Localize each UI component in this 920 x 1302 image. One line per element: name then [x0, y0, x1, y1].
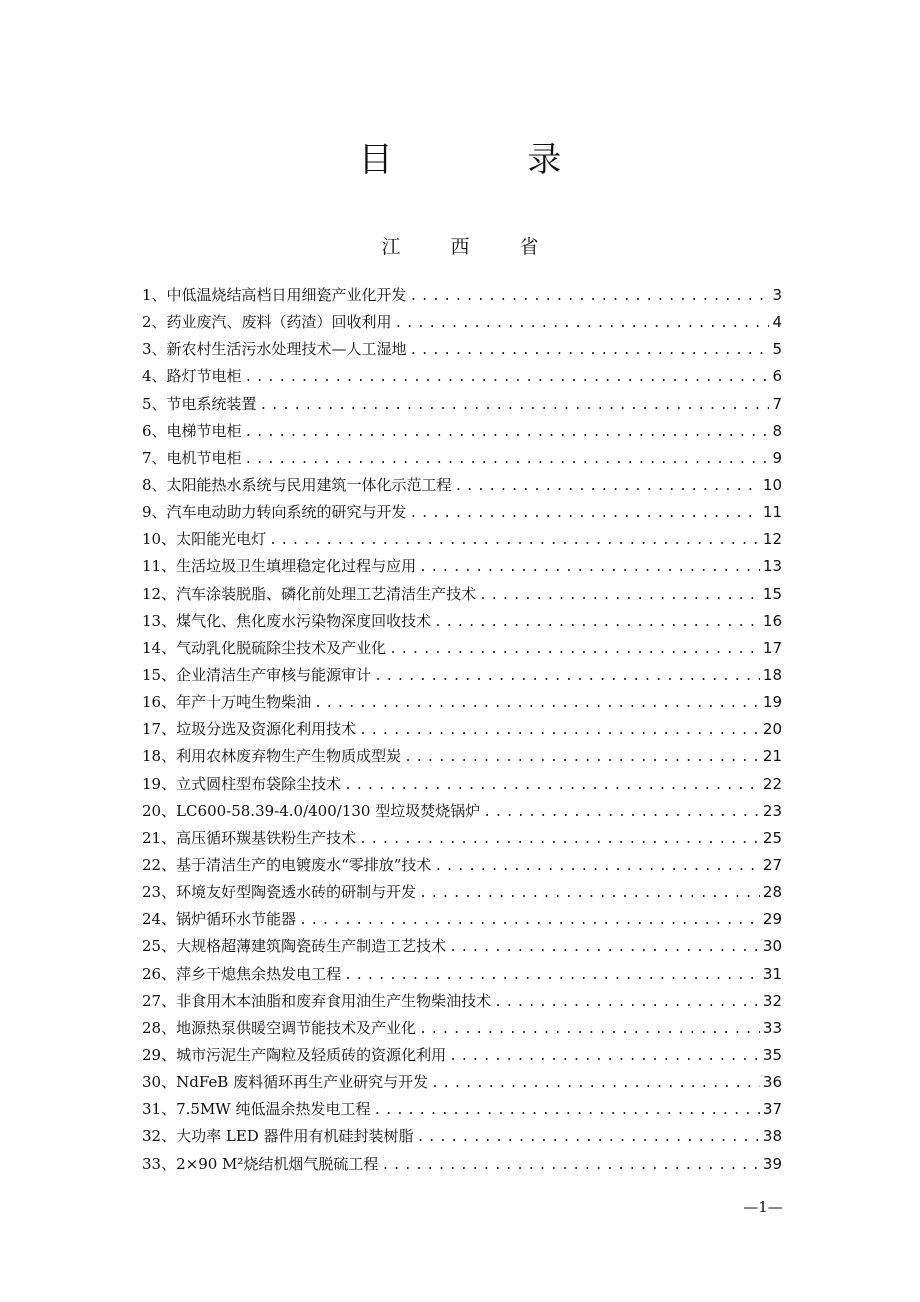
toc-entry-label: 33、2×90 M²烧结机烟气脱硫工程 — [142, 1154, 379, 1173]
toc-entry[interactable] — [142, 420, 782, 447]
toc-entry-label: 12、汽车涂装脱脂、磷化前处理工艺清洁生产技术 — [142, 584, 477, 603]
toc-dot-leader — [419, 560, 760, 575]
toc-entry-label: 27、非食用木本油脂和废弃食用油生产生物柴油技术 — [142, 991, 492, 1010]
toc-entry-page: 38 — [762, 1127, 782, 1146]
toc-entry-label: 23、环境友好型陶瓷透水砖的研制与开发 — [142, 883, 417, 902]
toc-entry-label: 13、煤气化、焦化废水污染物深度回收技术 — [142, 611, 432, 630]
toc-dot-leader — [245, 452, 770, 467]
toc-entry-page: 20 — [762, 720, 782, 739]
toc-entry-label: 22、基于清洁生产的电镀废水“零排放”技术 — [142, 855, 432, 874]
toc-entry-page: 6 — [772, 367, 782, 386]
toc-dot-leader — [359, 723, 760, 738]
toc-dot-leader — [245, 370, 770, 385]
toc-entry-label: 2、药业废汽、废料（药渣）回收利用 — [142, 313, 392, 332]
toc-entry-page: 30 — [762, 937, 782, 956]
table-of-contents — [142, 284, 782, 1180]
toc-entry[interactable] — [142, 393, 782, 420]
toc-dot-leader — [299, 913, 760, 928]
toc-dot-leader — [245, 425, 770, 440]
toc-entry[interactable] — [142, 555, 782, 582]
toc-entry-page: 16 — [762, 611, 782, 630]
toc-entry-page: 36 — [762, 1073, 782, 1092]
toc-dot-leader — [417, 1130, 760, 1145]
toc-dot-leader — [483, 805, 760, 820]
toc-entry[interactable] — [142, 908, 782, 935]
toc-entry[interactable] — [142, 284, 782, 311]
toc-entry-page: 13 — [762, 557, 782, 576]
toc-dot-leader — [431, 1076, 760, 1091]
toc-entry-label: 28、地源热泵供暖空调节能技术及产业化 — [142, 1018, 417, 1037]
toc-entry[interactable] — [142, 935, 782, 962]
toc-entry[interactable] — [142, 664, 782, 691]
toc-entry[interactable] — [142, 963, 782, 990]
toc-entry[interactable] — [142, 528, 782, 555]
toc-dot-leader — [395, 316, 770, 331]
toc-entry-page: 12 — [762, 530, 782, 549]
toc-entry-page: 23 — [762, 801, 782, 820]
toc-entry-page: 9 — [772, 448, 782, 467]
section-title: 江 西 省 — [381, 236, 561, 258]
toc-entry-page: 25 — [762, 828, 782, 847]
toc-dot-leader — [419, 1022, 760, 1037]
toc-entry[interactable] — [142, 447, 782, 474]
toc-entry-label: 7、电机节电柜 — [142, 448, 242, 467]
toc-entry-label: 1、中低温烧结高档日用细瓷产业化开发 — [142, 286, 407, 304]
toc-entry[interactable] — [142, 745, 782, 772]
toc-entry-label: 21、高压循环羰基铁粉生产技术 — [142, 828, 357, 847]
toc-entry-page: 18 — [762, 665, 782, 684]
toc-dot-leader — [359, 832, 760, 847]
toc-entry-label: 32、大功率 LED 器件用有机硅封装树脂 — [142, 1127, 414, 1146]
toc-entry[interactable] — [142, 365, 782, 392]
toc-dot-leader — [479, 588, 760, 603]
toc-dot-leader — [381, 1158, 759, 1173]
toc-entry-label: 6、电梯节电柜 — [142, 421, 242, 440]
toc-entry[interactable] — [142, 583, 782, 610]
toc-entry-label: 11、生活垃圾卫生填埋稳定化过程与应用 — [142, 557, 417, 576]
toc-dot-leader — [419, 886, 760, 901]
toc-entry-page: 3 — [772, 286, 782, 304]
toc-dot-leader — [494, 995, 760, 1010]
toc-entry-label: 20、LC600-58.39-4.0/400/130 型垃圾焚烧锅炉 — [142, 801, 481, 820]
toc-dot-leader — [434, 859, 759, 874]
toc-entry[interactable] — [142, 1098, 782, 1125]
page-title: 目 录 — [358, 140, 624, 180]
toc-entry-page: 22 — [762, 774, 782, 793]
toc-entry-page: 27 — [762, 855, 782, 874]
toc-entry-label: 31、7.5MW 纯低温余热发电工程 — [142, 1100, 371, 1119]
toc-entry[interactable] — [142, 854, 782, 881]
toc-dot-leader — [389, 642, 760, 657]
toc-entry-label: 19、立式圆柱型布袋除尘技术 — [142, 774, 342, 793]
toc-dot-leader — [410, 343, 770, 358]
toc-entry[interactable] — [142, 691, 782, 718]
toc-entry[interactable] — [142, 338, 782, 365]
toc-entry-label: 5、节电系统装置 — [142, 394, 257, 413]
toc-entry-label: 14、气动乳化脱硫除尘技术及产业化 — [142, 638, 387, 657]
toc-dot-leader — [455, 479, 760, 494]
toc-entry-label: 15、企业清洁生产审核与能源审计 — [142, 665, 372, 684]
toc-entry-label: 24、锅炉循环水节能器 — [142, 910, 297, 929]
toc-entry[interactable] — [142, 990, 782, 1017]
toc-entry-page: 32 — [762, 991, 782, 1010]
toc-entry-page: 33 — [762, 1018, 782, 1037]
toc-dot-leader — [434, 615, 760, 630]
toc-entry[interactable] — [142, 1044, 782, 1071]
toc-entry-page: 15 — [762, 584, 782, 603]
toc-dot-leader — [410, 506, 760, 521]
toc-entry-page: 29 — [762, 910, 782, 929]
toc-dot-leader — [449, 1049, 760, 1064]
toc-dot-leader — [404, 750, 760, 765]
toc-entry-page: 5 — [772, 340, 782, 359]
toc-entry-label: 30、NdFeB 废料循环再生产业研究与开发 — [142, 1073, 429, 1092]
toc-entry-page: 17 — [762, 638, 782, 657]
toc-entry-label: 16、年产十万吨生物柴油 — [142, 693, 312, 712]
toc-entry-label: 17、垃圾分选及资源化利用技术 — [142, 720, 357, 739]
toc-entry-label: 9、汽车电动助力转向系统的研究与开发 — [142, 503, 407, 522]
toc-dot-leader — [449, 940, 760, 955]
toc-entry[interactable] — [142, 610, 782, 637]
toc-entry-page: 4 — [772, 313, 782, 332]
toc-entry-page: 39 — [762, 1154, 782, 1173]
toc-dot-leader — [410, 289, 770, 304]
page-number: —1— — [743, 1198, 783, 1216]
toc-dot-leader — [374, 669, 760, 684]
toc-entry-page: 21 — [762, 747, 782, 766]
toc-entry-label: 3、新农村生活污水处理技术—人工湿地 — [142, 340, 407, 359]
toc-entry-page: 11 — [762, 503, 782, 522]
toc-entry-page: 10 — [762, 475, 782, 494]
toc-entry[interactable] — [142, 637, 782, 664]
toc-entry-page: 31 — [762, 964, 782, 983]
toc-entry-page: 28 — [762, 883, 782, 902]
toc-entry-label: 29、城市污泥生产陶粒及轻质砖的资源化利用 — [142, 1045, 447, 1064]
toc-entry[interactable] — [142, 474, 782, 501]
toc-dot-leader — [344, 778, 760, 793]
toc-entry[interactable] — [142, 800, 782, 827]
toc-entry[interactable] — [142, 718, 782, 745]
toc-entry[interactable] — [142, 1125, 782, 1152]
toc-entry[interactable] — [142, 311, 782, 338]
toc-dot-leader — [260, 398, 770, 413]
toc-entry-label: 18、利用农林废弃物生产生物质成型炭 — [142, 747, 402, 766]
toc-entry-page: 37 — [762, 1100, 782, 1119]
toc-entry-label: 10、太阳能光电灯 — [142, 530, 267, 549]
toc-entry-label: 25、大规格超薄建筑陶瓷砖生产制造工艺技术 — [142, 937, 447, 956]
toc-entry[interactable] — [142, 881, 782, 908]
toc-entry-page: 8 — [772, 421, 782, 440]
toc-entry[interactable] — [142, 1071, 782, 1098]
toc-entry-label: 26、萍乡干熄焦余热发电工程 — [142, 964, 342, 983]
toc-entry[interactable] — [142, 501, 782, 528]
toc-entry-page: 19 — [762, 693, 782, 712]
toc-entry[interactable] — [142, 773, 782, 800]
toc-dot-leader — [374, 1103, 760, 1118]
toc-dot-leader — [269, 533, 760, 548]
toc-dot-leader — [314, 696, 760, 711]
toc-entry-page: 35 — [762, 1045, 782, 1064]
toc-entry[interactable] — [142, 827, 782, 854]
toc-entry-label: 8、太阳能热水系统与民用建筑一体化示范工程 — [142, 475, 452, 494]
toc-entry-page: 7 — [772, 394, 782, 413]
toc-dot-leader — [344, 968, 760, 983]
toc-entry[interactable] — [142, 1017, 782, 1044]
toc-entry-label: 4、路灯节电柜 — [142, 367, 242, 386]
toc-entry[interactable] — [142, 1153, 782, 1180]
